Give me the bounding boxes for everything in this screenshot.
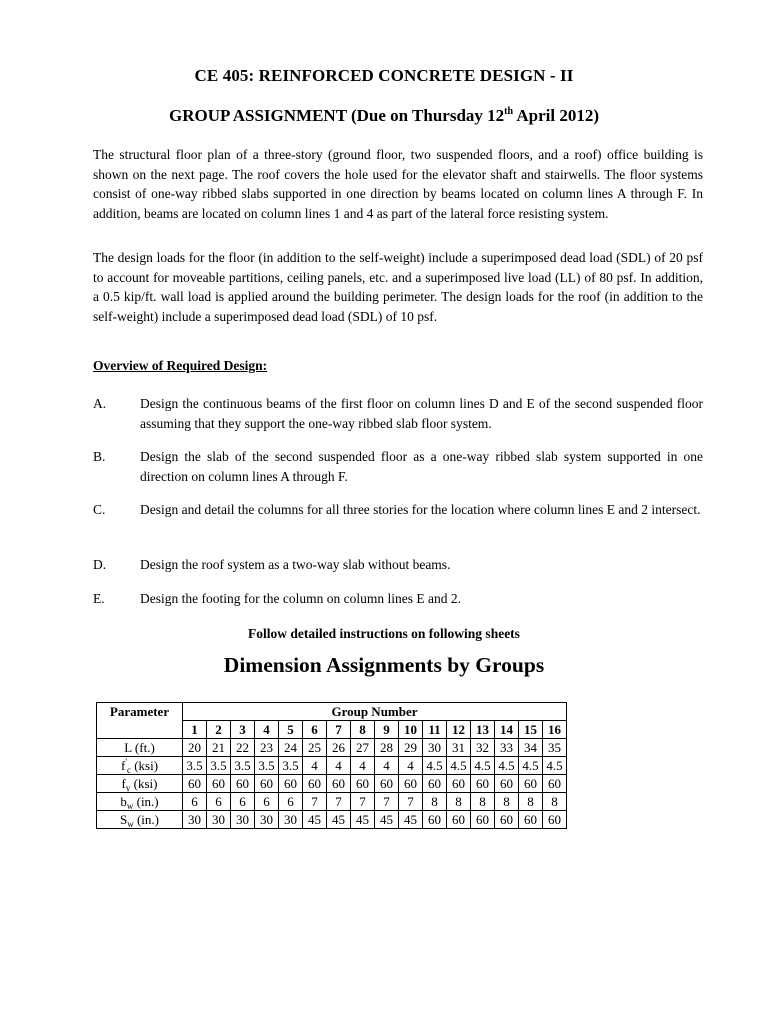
table-row [97, 757, 567, 775]
design-item-letter: B. [93, 449, 106, 464]
table-cell: 30 [255, 811, 279, 829]
row-label-main: f [120, 758, 126, 773]
table-cell: 4 [375, 757, 399, 775]
table-cell: 60 [279, 775, 303, 793]
table-header-row [97, 703, 567, 721]
table-cell: 60 [543, 811, 567, 829]
table-cell: 30 [423, 739, 447, 757]
design-item-letter: C. [93, 502, 106, 517]
group-number: 5 [279, 721, 303, 739]
group-number: 3 [231, 721, 255, 739]
dimension-table [96, 702, 567, 829]
group-number: 2 [207, 721, 231, 739]
table-cell: 30 [183, 811, 207, 829]
design-item-letter: A. [93, 396, 107, 411]
row-label [97, 775, 183, 793]
table-cell: 8 [447, 793, 471, 811]
assignment-title-suffix: April 2012) [513, 106, 600, 125]
table-cell: 60 [519, 775, 543, 793]
table-row [97, 793, 567, 811]
table-cell: 45 [375, 811, 399, 829]
table-cell: 6 [255, 793, 279, 811]
intro-paragraph: The structural floor plan of a three-story (ground floor, two suspended floors, and a roof) office building is shown on the next page. The roof covers the hole used for the elevator shaft and stairwells. The floor systems consist of one-way ribbed slabs supported in one direction by beams located on column lines A through F. In addition, beams are located on column lines 1 and 4 as part of the lateral force resisting system. [93, 147, 703, 221]
table-cell: 8 [423, 793, 447, 811]
row-label-sub: w [127, 819, 134, 829]
table-cell: 35 [543, 739, 567, 757]
group-number: 12 [447, 721, 471, 739]
row-label-sup: ' [125, 757, 127, 767]
assignment-title-ordinal: th [504, 106, 514, 117]
group-number: 4 [255, 721, 279, 739]
row-label-sub: w [126, 801, 134, 811]
group-number: 10 [399, 721, 423, 739]
table-cell: 60 [303, 775, 327, 793]
table-cell: 20 [183, 739, 207, 757]
table-cell: 31 [447, 739, 471, 757]
table-cell: 8 [519, 793, 543, 811]
table-cell: 4.5 [495, 757, 519, 775]
table-cell: 26 [327, 739, 351, 757]
table-cell: 4 [399, 757, 423, 775]
row-label [97, 793, 183, 811]
table-cell: 6 [183, 793, 207, 811]
table-cell: 4 [303, 757, 327, 775]
table-cell: 45 [327, 811, 351, 829]
table-cell: 6 [207, 793, 231, 811]
table-cell: 60 [447, 811, 471, 829]
table-cell: 6 [279, 793, 303, 811]
table-cell: 7 [351, 793, 375, 811]
table-heading: Dimension Assignments by Groups [223, 653, 545, 677]
design-item-text: Design the continuous beams of the first floor on column lines D and E of the second suspended floor assuming that they support the one-way ribbed slab floor system. [140, 396, 703, 431]
table-cell: 30 [279, 811, 303, 829]
table-cell: 3.5 [231, 757, 255, 775]
table-cell: 60 [471, 775, 495, 793]
table-cell: 8 [495, 793, 519, 811]
group-number: 6 [303, 721, 327, 739]
table-cell: 60 [471, 811, 495, 829]
table-cell: 21 [207, 739, 231, 757]
table-cell: 4 [351, 757, 375, 775]
table-cell: 45 [399, 811, 423, 829]
table-cell: 4.5 [447, 757, 471, 775]
group-number: 11 [423, 721, 447, 739]
table-cell: 60 [423, 775, 447, 793]
table-cell: 60 [207, 775, 231, 793]
table-cell: 7 [327, 793, 351, 811]
group-number: 14 [495, 721, 519, 739]
row-label [97, 739, 183, 757]
design-item-text: Design and detail the columns for all three stories for the location where column lines E and 2 intersect. [140, 502, 701, 517]
table-cell: 3.5 [183, 757, 207, 775]
table-cell: 60 [255, 775, 279, 793]
row-label-main: S [119, 812, 128, 827]
table-cell: 60 [327, 775, 351, 793]
table-cell: 30 [231, 811, 255, 829]
loads-paragraph: The design loads for the floor (in addition to the self-weight) include a superimposed dead load (SDL) of 20 psf to account for moveable partitions, ceiling panels, etc. and a superimposed live load (LL) of 80 psf. In addition, a 0.5 kip/ft. wall load is applied around the building perimeter. The design loads for the roof (in addition to the self-weight) include a superimposed dead load (SDL) of 10 psf. [93, 250, 703, 324]
row-label-unit: (in.) [133, 794, 159, 809]
table-cell: 45 [303, 811, 327, 829]
assignment-title-prefix: GROUP ASSIGNMENT (Due on Thursday 12 [168, 106, 505, 125]
row-label-unit: (ksi) [130, 758, 159, 773]
table-row [97, 739, 567, 757]
design-item-text: Design the roof system as a two-way slab without beams. [140, 557, 451, 572]
table-cell: 8 [471, 793, 495, 811]
table-cell: 60 [423, 811, 447, 829]
follow-note: Follow detailed instructions on following sheets [248, 626, 520, 641]
table-cell: 28 [375, 739, 399, 757]
group-header: Group Number [183, 703, 567, 721]
table-cell: 3.5 [207, 757, 231, 775]
table-cell: 24 [279, 739, 303, 757]
table-cell: 34 [519, 739, 543, 757]
row-label [97, 811, 183, 829]
table-cell: 4.5 [543, 757, 567, 775]
table-row [97, 775, 567, 793]
overview-heading: Overview of Required Design: [93, 358, 268, 373]
table-cell: 60 [375, 775, 399, 793]
table-cell: 29 [399, 739, 423, 757]
param-header: Parameter [97, 703, 183, 739]
table-cell: 7 [399, 793, 423, 811]
table-cell: 33 [495, 739, 519, 757]
row-label-unit: (ksi) [130, 776, 158, 791]
table-cell: 4.5 [519, 757, 543, 775]
group-number: 13 [471, 721, 495, 739]
table-cell: 45 [351, 811, 375, 829]
row-label-unit: (in.) [133, 812, 159, 827]
table-cell: 60 [351, 775, 375, 793]
table-cell: 25 [303, 739, 327, 757]
design-item-letter: E. [93, 591, 105, 606]
group-number: 15 [519, 721, 543, 739]
row-label-sub: c [126, 765, 131, 775]
table-row [97, 811, 567, 829]
table-cell: 6 [231, 793, 255, 811]
group-number: 16 [543, 721, 567, 739]
design-item-text: Design the slab of the second suspended floor as a one-way ribbed slab system supported in one direction on column lines A through F. [140, 449, 703, 484]
table-cell: 8 [543, 793, 567, 811]
row-label-main: L (ft.) [124, 740, 155, 755]
design-item-letter: D. [93, 557, 107, 572]
group-number: 8 [351, 721, 375, 739]
design-item-text: Design the footing for the column on column lines E and 2. [140, 591, 461, 606]
table-cell: 7 [375, 793, 399, 811]
group-number: 7 [327, 721, 351, 739]
table-cell: 4.5 [471, 757, 495, 775]
table-cell: 3.5 [255, 757, 279, 775]
table-cell: 27 [351, 739, 375, 757]
course-title: CE 405: REINFORCED CONCRETE DESIGN - II [194, 66, 574, 85]
table-cell: 7 [303, 793, 327, 811]
table-cell: 60 [495, 775, 519, 793]
group-number: 9 [375, 721, 399, 739]
table-cell: 60 [447, 775, 471, 793]
group-number: 1 [183, 721, 207, 739]
table-cell: 60 [543, 775, 567, 793]
row-label-main: b [120, 794, 127, 809]
row-label-sub: y [125, 783, 131, 793]
table-cell: 60 [231, 775, 255, 793]
table-cell: 60 [399, 775, 423, 793]
row-label [97, 757, 183, 775]
table-cell: 60 [495, 811, 519, 829]
table-cell: 23 [255, 739, 279, 757]
table-cell: 32 [471, 739, 495, 757]
table-cell: 60 [519, 811, 543, 829]
table-cell: 3.5 [279, 757, 303, 775]
table-cell: 4 [327, 757, 351, 775]
table-cell: 4.5 [423, 757, 447, 775]
assignment-title [0, 106, 768, 126]
row-label-main: f [121, 776, 126, 791]
table-cell: 60 [183, 775, 207, 793]
table-cell: 22 [231, 739, 255, 757]
table-cell: 30 [207, 811, 231, 829]
